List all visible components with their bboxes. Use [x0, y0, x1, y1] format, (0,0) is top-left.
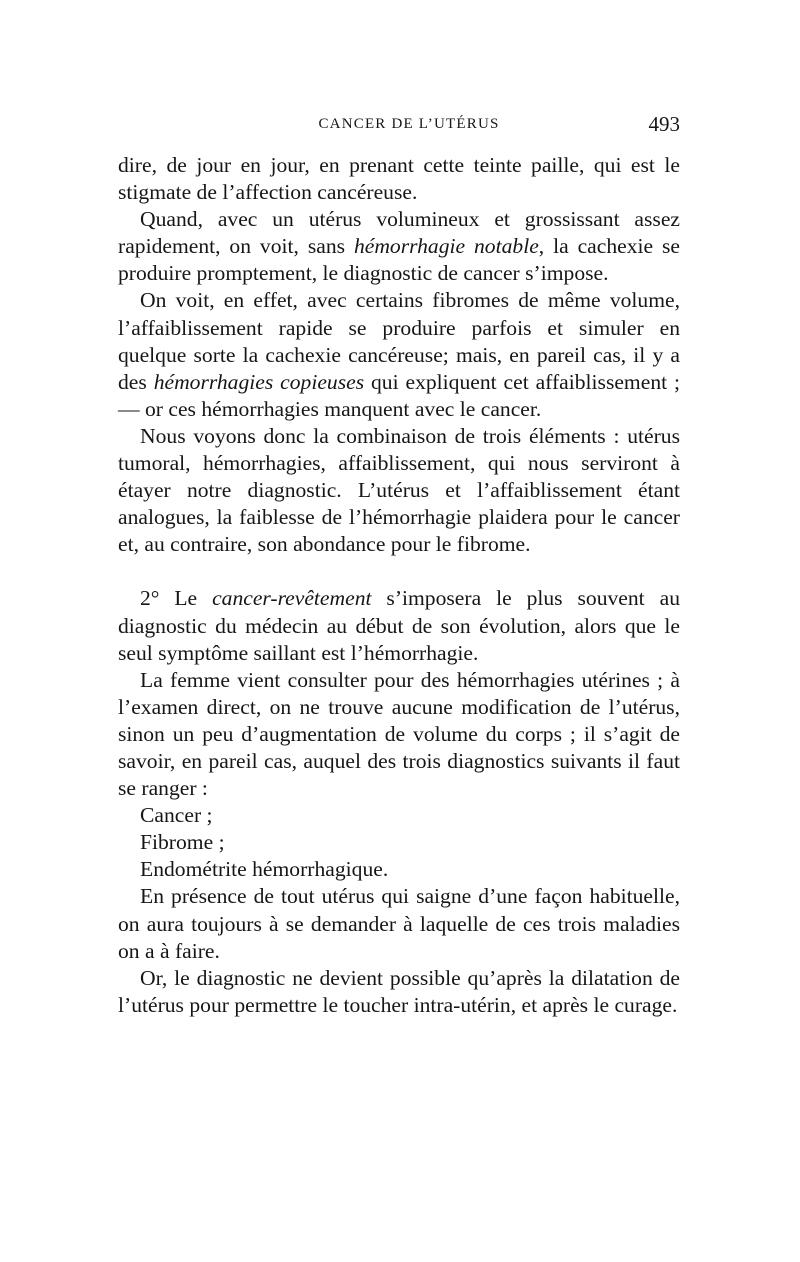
text-run: , la cachexie se produire promptement, le diagnostic de cancer s’impose.: [118, 234, 680, 286]
text-run: Cancer ;: [140, 803, 213, 828]
list-item: [118, 802, 680, 829]
page-number: 493: [648, 112, 680, 136]
text-run: La femme vient consulter pour des hémorrhagies utérines ; à l’examen direct, on ne trouve aucune modification de l’utérus, sinon un peu d’augmentation de volume du corps ; il s’agit de savoir, en pareil cas, auquel des trois diagnostics suivants il faut se ranger :: [118, 667, 680, 801]
text-run: Nous voyons donc la combinaison de trois éléments : utérus tumoral, hémorrhagies, affaiblissement, qui nous serviront à étayer notre diagnostic. L’utérus et l’affaiblissement étant analogues, la faiblesse de l’hémorrhagie plaidera pour le cancer et, au contraire, son abondance pour le fibrome.: [118, 423, 680, 557]
running-head: [118, 114, 680, 144]
italic-text: hémorrhagies copieuses: [153, 369, 365, 394]
paragraph: [118, 585, 680, 666]
text-run: Fibrome ;: [140, 830, 225, 855]
italic-text: cancer-revêtement: [212, 586, 372, 611]
text-run: Endométrite hémorrhagique.: [140, 857, 389, 882]
paragraph: [118, 287, 680, 422]
paragraph: [118, 667, 680, 802]
body-text: [118, 152, 680, 1019]
running-title: CANCER DE L’UTÉRUS: [318, 116, 500, 132]
text-run: qui expliquent cet affaiblissement ; — or ces hémorrhagies manquent avec le cancer.: [118, 369, 681, 421]
paragraph: [118, 883, 680, 964]
text-run: dire, de jour en jour, en prenant cette teinte paille, qui est le stigmate de l’affection cancéreuse.: [118, 153, 680, 205]
text-run: 2° Le: [140, 586, 213, 611]
italic-text: hémorrhagie notable: [353, 234, 539, 259]
text-run: En présence de tout utérus qui saigne d’une façon habituelle, on aura toujours à se demander à laquelle de ces trois maladies on a à faire.: [118, 884, 680, 963]
text-run: On voit, en effet, avec certains fibromes de même volume, l’affaiblissement rapide se produire parfois et simuler en quelque sorte la cachexie cancéreuse; mais, en pareil cas, il y a des: [118, 288, 680, 394]
paragraph: [118, 965, 680, 1019]
text-run: Quand, avec un utérus volumineux et grossissant assez rapidement, on voit, sans: [118, 207, 680, 259]
list-item: [118, 829, 680, 856]
paragraph: [118, 152, 680, 206]
paragraph: [118, 423, 680, 558]
list-item: [118, 856, 680, 883]
text-run: Or, le diagnostic ne devient possible qu’après la dilatation de l’utérus pour permettre le toucher intra-utérin, et après le curage.: [118, 965, 680, 1017]
paragraph: [118, 206, 680, 287]
text-run: s’imposera le plus souvent au diagnostic du médecin au début de son évolution, alors que le seul symptôme saillant est l’hémorrhagie.: [118, 586, 680, 665]
